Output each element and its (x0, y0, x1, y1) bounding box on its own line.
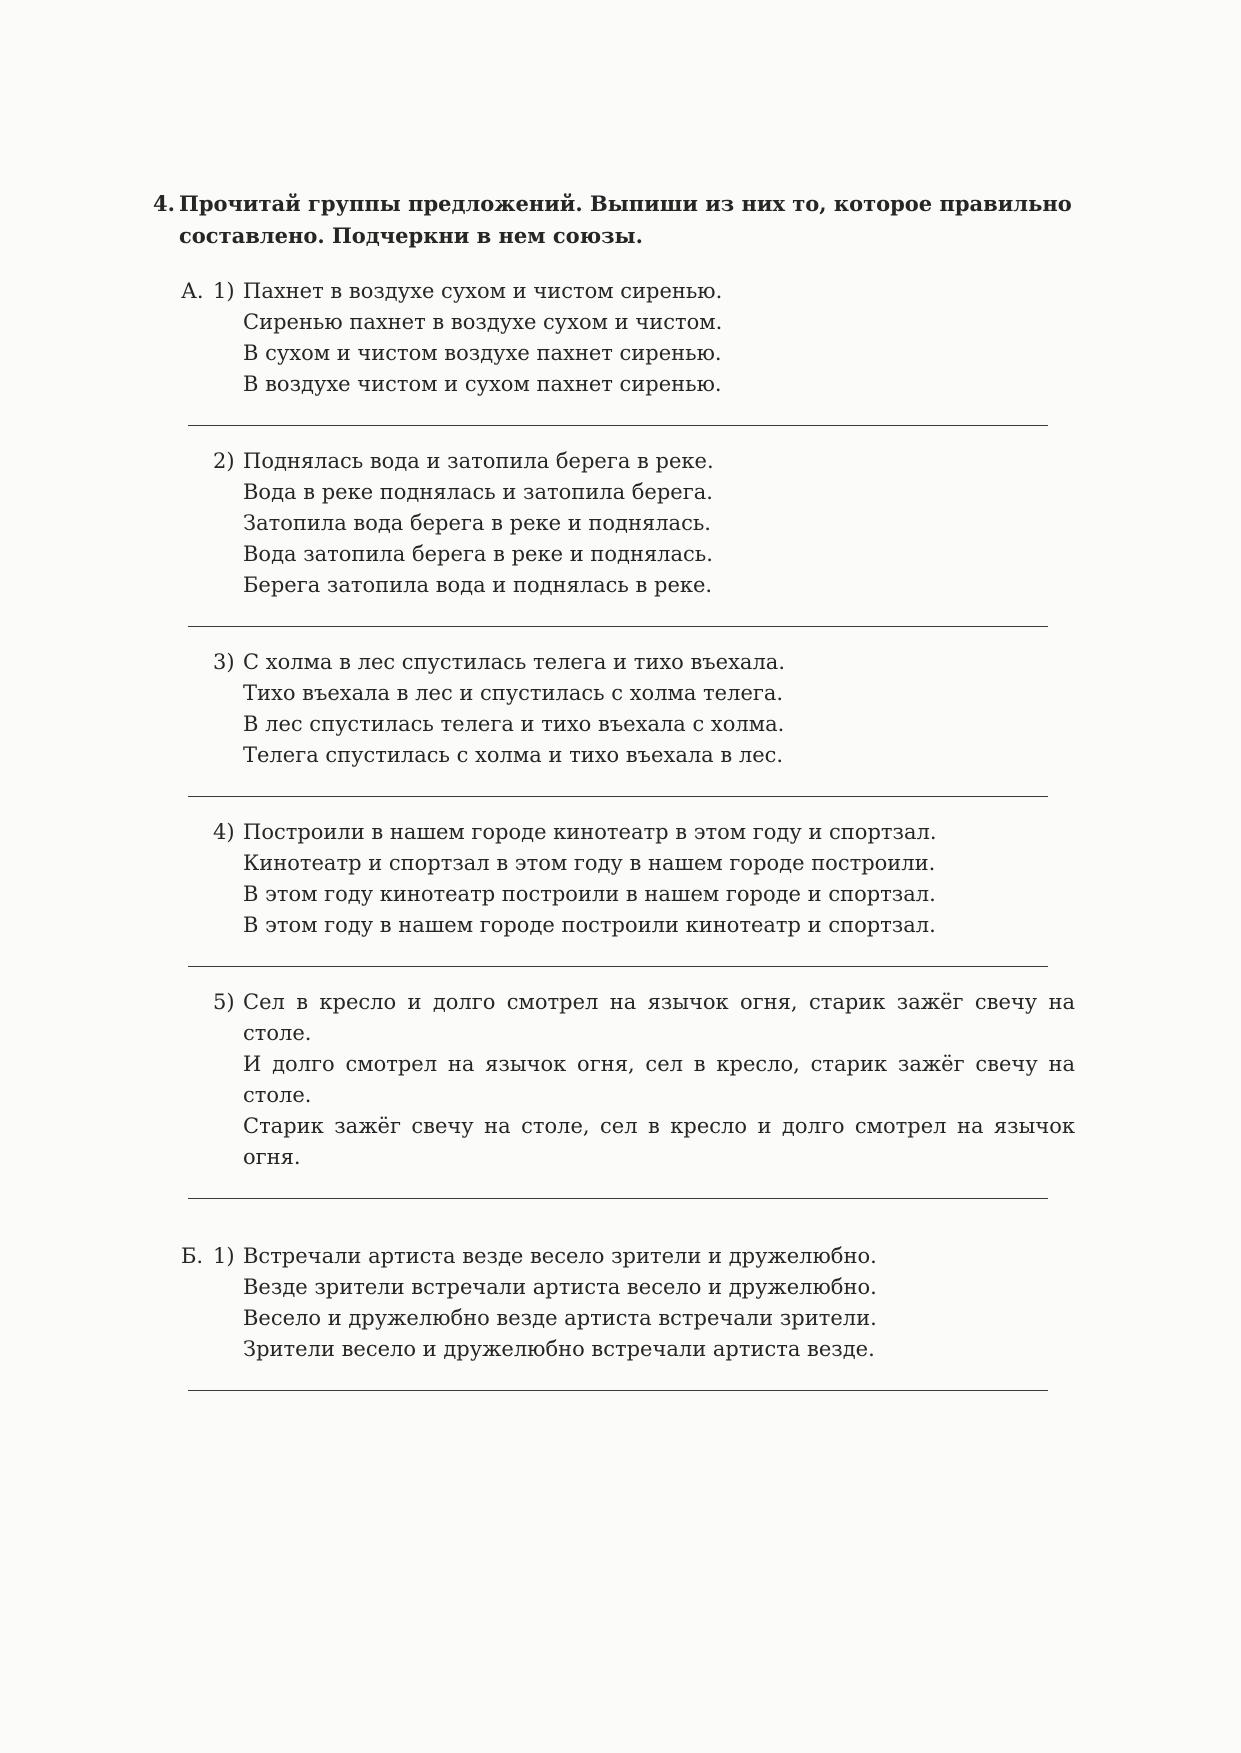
section-label: Б. (181, 1244, 204, 1268)
section-label: А. (181, 279, 204, 303)
sentence: Затопила вода берега в реке и поднялась. (243, 511, 711, 535)
sentence: Пахнет в воздухе сухом и чистом сиренью. (243, 279, 723, 303)
sentence: В сухом и чистом воздухе пахнет сиренью. (243, 341, 722, 365)
section-a (153, 276, 1083, 1199)
sentence: Поднялась вода и затопила берега в реке. (243, 449, 714, 473)
sentence: Вода в реке поднялась и затопила берега. (243, 480, 713, 504)
group-number: 4) (213, 820, 235, 844)
sentence: Кинотеатр и спортзал в этом году в нашем городе построили. (243, 851, 936, 875)
sentence-group-a2 (153, 446, 1083, 601)
answer-line[interactable] (188, 625, 1048, 627)
sentence: Построили в нашем городе кинотеатр в этом году и спортзал. (243, 820, 937, 844)
answer-line[interactable] (188, 1389, 1048, 1391)
sentence-group-a5 (153, 987, 1083, 1173)
section-gap (153, 1219, 1083, 1241)
sentence-group-a4 (153, 817, 1083, 941)
sentence: Вода затопила берега в реке и поднялась. (243, 542, 713, 566)
group-number: 1) (213, 279, 235, 303)
exercise-4 (153, 188, 1083, 1411)
task-number: 4. (153, 191, 175, 216)
group-number: 5) (213, 990, 235, 1014)
sentence: В этом году кинотеатр построили в нашем городе и спортзал. (243, 882, 936, 906)
sentence: Зрители весело и дружелюбно встречали артиста везде. (243, 1337, 875, 1361)
group-number: 3) (213, 650, 235, 674)
sentence: Встречали артиста везде весело зрители и дружелюбно. (243, 1244, 877, 1268)
answer-line[interactable] (188, 795, 1048, 797)
sentence: Телега спустилась с холма и тихо въехала в лес. (243, 743, 784, 767)
sentence-group-a3 (153, 647, 1083, 771)
sentence: В этом году в нашем городе построили кинотеатр и спортзал. (243, 913, 936, 937)
section-b (153, 1241, 1083, 1391)
sentence: Тихо въехала в лес и спустилась с холма телега. (243, 681, 784, 705)
sentence: С холма в лес спустилась телега и тихо въехала. (243, 650, 785, 674)
answer-line[interactable] (188, 965, 1048, 967)
sentence: Старик зажёг свечу на столе, сел в кресло и долго смотрел на язычок огня. (243, 1114, 1075, 1169)
group-number: 2) (213, 449, 235, 473)
task-instructions: Прочитай группы предложений. Выпиши из них то, которое правильно составлено. Подчеркни в нем союзы. (179, 191, 1072, 248)
sentence: В лес спустилась телега и тихо въехала с холма. (243, 712, 785, 736)
sentence: В воздухе чистом и сухом пахнет сиренью. (243, 372, 722, 396)
sentence: И долго смотрел на язычок огня, сел в кресло, старик зажёг свечу на столе. (243, 1052, 1075, 1107)
sentence-group-b1 (153, 1241, 1083, 1365)
answer-line[interactable] (188, 424, 1048, 426)
sentence: Сиренью пахнет в воздухе сухом и чистом. (243, 310, 723, 334)
answer-line[interactable] (188, 1197, 1048, 1199)
sentence: Весело и дружелюбно везде артиста встречали зрители. (243, 1306, 877, 1330)
sentence: Сел в кресло и долго смотрел на язычок огня, старик зажёг свечу на столе. (243, 990, 1075, 1045)
sentence: Везде зрители встречали артиста весело и дружелюбно. (243, 1275, 877, 1299)
sentence-group-a1 (153, 276, 1083, 400)
sentence: Берега затопила вода и поднялась в реке. (243, 573, 713, 597)
group-number: 1) (213, 1244, 235, 1268)
task-header (153, 188, 1083, 252)
